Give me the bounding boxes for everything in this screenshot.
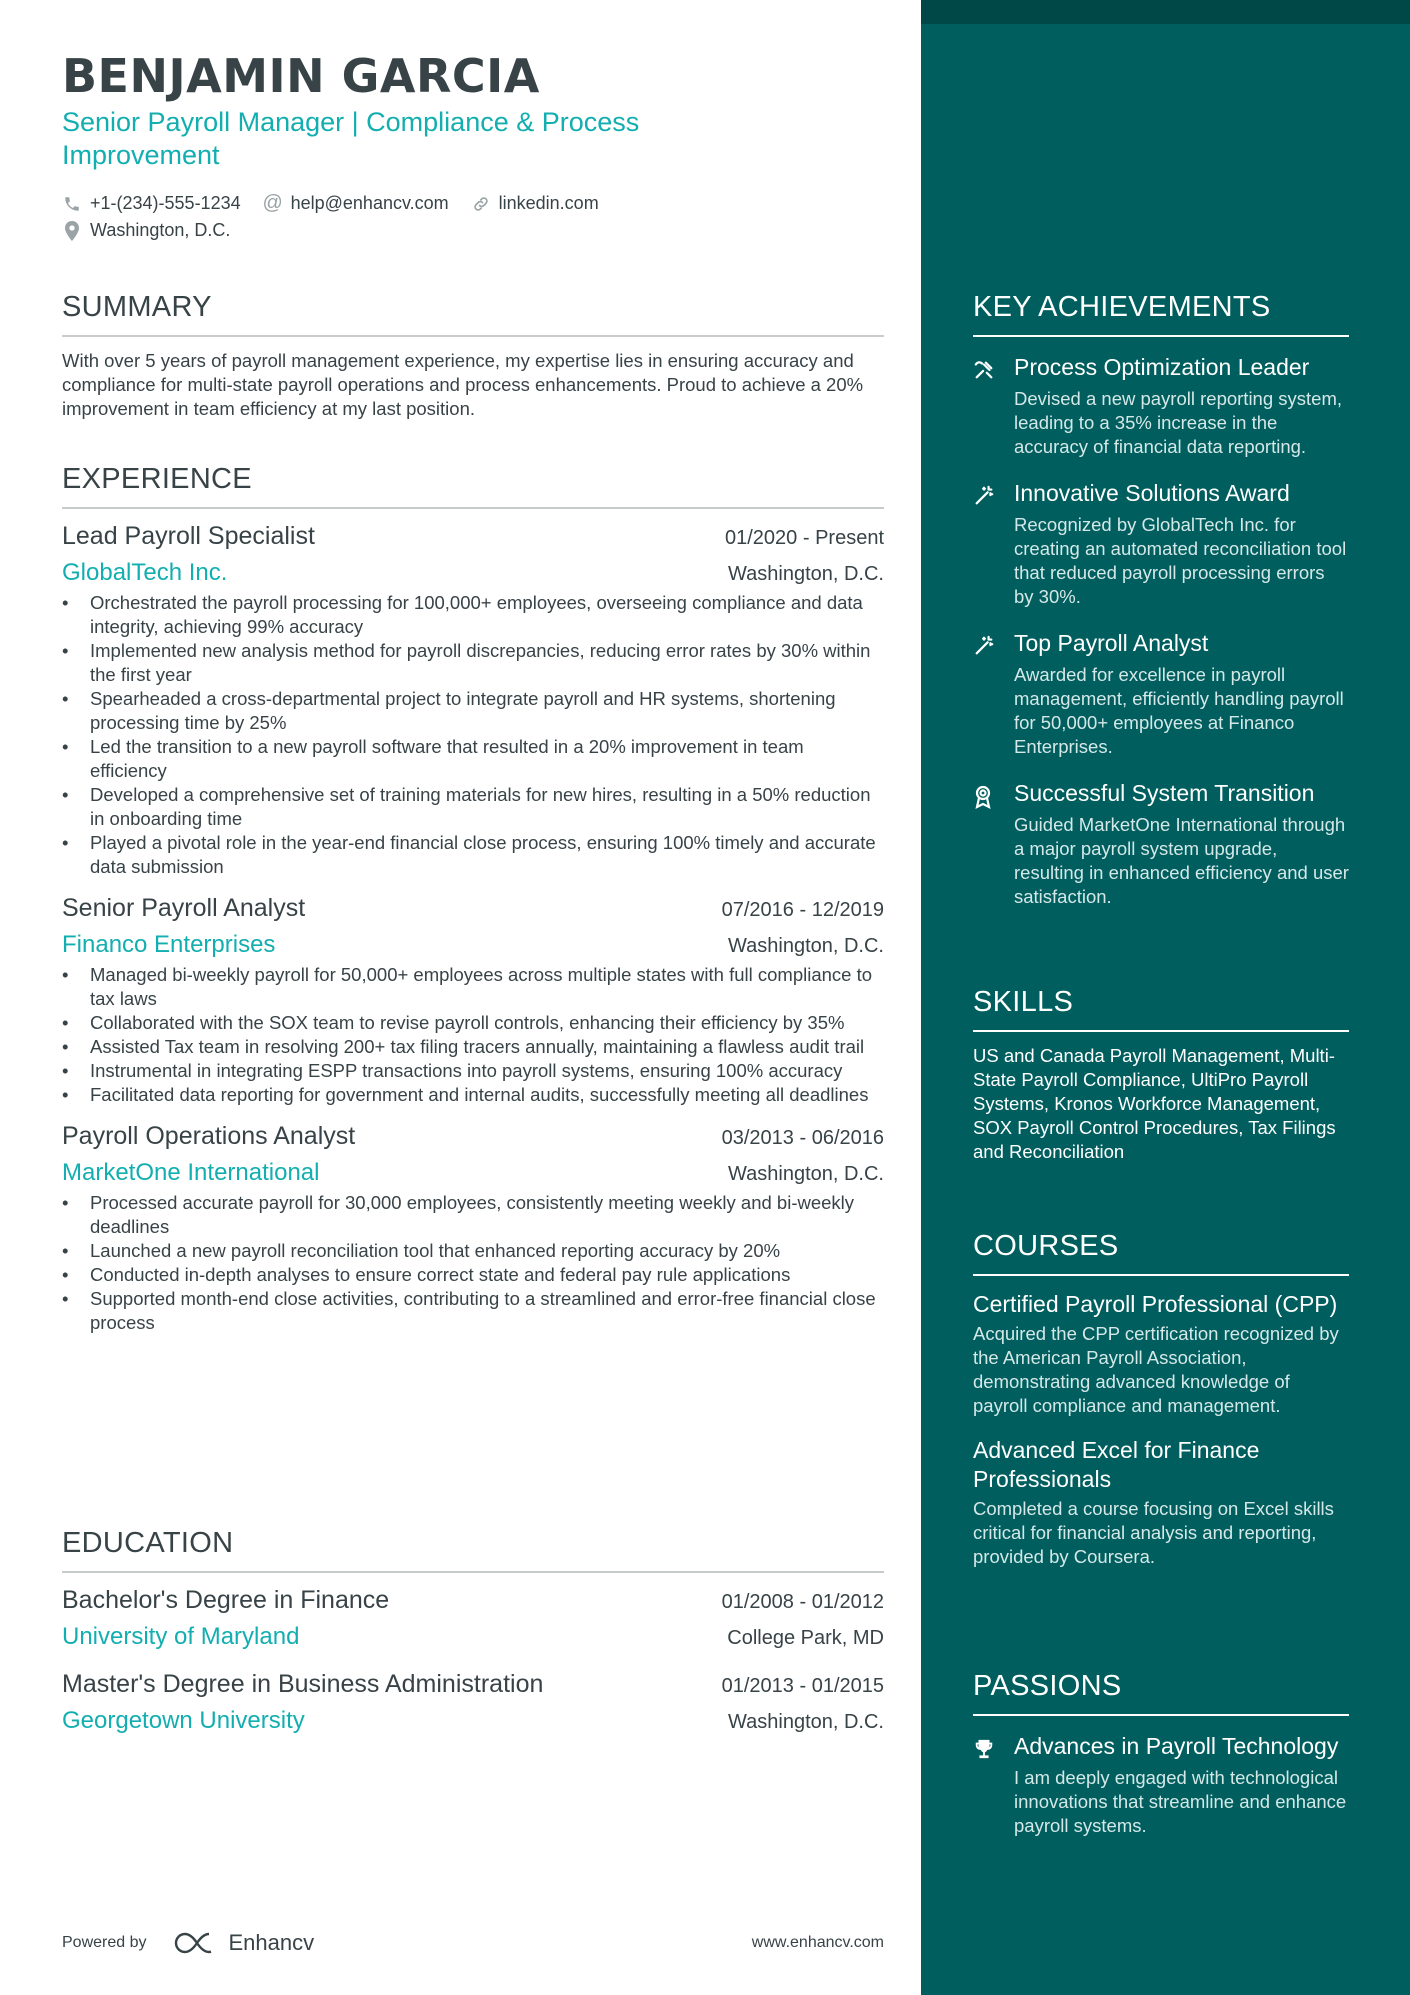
phone-contact	[62, 193, 241, 214]
education-date: 01/2013 - 01/2015	[721, 1675, 884, 1697]
achievement-title: Innovative Solutions Award	[1014, 480, 1290, 506]
resume-header	[62, 48, 884, 244]
job-title: Lead Payroll Specialist	[62, 522, 315, 550]
bullet-item: • Implemented new analysis method for payroll discrepancies, reducing error rates by 30% within the first year	[62, 639, 884, 687]
magic-wand-icon	[973, 479, 997, 513]
course-item	[973, 1290, 1349, 1418]
bullet-item: • Developed a comprehensive set of training materials for new hires, resulting in a 50% reduction in onboarding time	[62, 783, 884, 831]
achievement-desc: Devised a new payroll reporting system, leading to a 35% increase in the accuracy of financial data reporting.	[1014, 388, 1343, 457]
achievement-item	[973, 779, 1349, 909]
website-link[interactable]: www.enhancv.com	[751, 1934, 884, 1951]
bullet-item: • Collaborated with the SOX team to revise payroll controls, enhancing their efficiency by 35%	[62, 1011, 884, 1035]
job-title: Senior Payroll Analyst	[62, 894, 306, 922]
achievement-title: Top Payroll Analyst	[1014, 630, 1209, 656]
job-location: Washington, D.C.	[728, 1163, 884, 1185]
trophy-icon	[973, 1732, 997, 1766]
job-entry	[62, 519, 884, 879]
job-bullets	[62, 963, 884, 1107]
summary-text: With over 5 years of payroll management experience, my expertise lies in ensuring accuracy and compliance for multi-state payroll operations and process enhancements. Proud to achieve a 20% improvement in team efficiency at my last position.	[62, 350, 864, 419]
linkedin-contact[interactable]	[471, 193, 599, 214]
bullet-item: • Launched a new payroll reconciliation tool that enhanced reporting accuracy by 20%	[62, 1239, 884, 1263]
footer	[62, 1930, 884, 1956]
infinity-logo-icon	[173, 1931, 221, 1955]
degree-title: Bachelor's Degree in Finance	[62, 1586, 390, 1614]
education-date: 01/2008 - 01/2012	[721, 1591, 884, 1613]
degree-title: Master's Degree in Business Administration	[62, 1670, 544, 1698]
job-title: Payroll Operations Analyst	[62, 1122, 356, 1150]
bullet-item: • Assisted Tax team in resolving 200+ tax filing tracers annually, maintaining a flawless audit trail	[62, 1035, 884, 1059]
passions-title: PASSIONS	[973, 1669, 1349, 1716]
email-contact[interactable]	[263, 193, 449, 214]
bullet-item: • Played a pivotal role in the year-end financial close process, ensuring 100% timely and accurate data submission	[62, 831, 884, 879]
linkedin-text: linkedin.com	[498, 193, 599, 213]
powered-by-label: Powered by	[62, 1934, 147, 1951]
course-desc: Completed a course focusing on Excel skills critical for financial analysis and reporting, provided by Coursera.	[973, 1498, 1334, 1567]
course-item	[973, 1436, 1349, 1569]
education-entry	[62, 1667, 884, 1737]
courses-title: COURSES	[973, 1229, 1349, 1276]
bullet-item: • Processed accurate payroll for 30,000 employees, consistently meeting weekly and bi-weekly deadlines	[62, 1191, 884, 1239]
bullet-item: • Facilitated data reporting for government and internal audits, successfully meeting all deadlines	[62, 1083, 884, 1107]
skills-text: US and Canada Payroll Management, Multi-State Payroll Compliance, UltiPro Payroll Systems, Kronos Workforce Management, SOX Payroll Control Procedures, Tax Filings and Reconciliation	[973, 1045, 1336, 1162]
job-entry	[62, 891, 884, 1107]
skills-title: SKILLS	[973, 985, 1349, 1032]
achievement-desc: Guided MarketOne International through a major payroll system upgrade, resulting in enhanced efficiency and user satisfaction.	[1014, 814, 1349, 907]
courses-section	[973, 1229, 1349, 1569]
powered-by	[62, 1930, 314, 1956]
achievement-item	[973, 629, 1349, 759]
job-entry	[62, 1119, 884, 1335]
enhancv-logo[interactable]	[173, 1930, 315, 1956]
bullet-item: • Instrumental in integrating ESPP transactions into payroll systems, ensuring 100% accuracy	[62, 1059, 884, 1083]
at-sign-icon: @	[262, 192, 283, 214]
job-location: Washington, D.C.	[728, 563, 884, 585]
award-ribbon-icon	[973, 779, 997, 813]
passions-section	[973, 1669, 1349, 1838]
education-title: EDUCATION	[62, 1526, 884, 1573]
key-achievements-section	[973, 290, 1349, 909]
location-contact	[62, 220, 230, 241]
education-entry	[62, 1583, 884, 1653]
course-title: Advanced Excel for Finance Professionals	[973, 1437, 1260, 1492]
job-location: Washington, D.C.	[728, 935, 884, 957]
achievement-title: Successful System Transition	[1014, 780, 1315, 806]
course-desc: Acquired the CPP certification recognized by the American Payroll Association, demonstrating advanced knowledge of payroll compliance and management.	[973, 1323, 1339, 1416]
email-text: help@enhancv.com	[290, 193, 449, 213]
achievement-desc: Awarded for excellence in payroll management, efficiently handling payroll for 50,000+ employees at Financo Enterprises.	[1014, 664, 1344, 757]
achievement-item	[973, 479, 1349, 609]
phone-text: +1-(234)-555-1234	[90, 193, 241, 213]
bullet-item: • Conducted in-depth analyses to ensure correct state and federal pay rule applications	[62, 1263, 884, 1287]
job-bullets	[62, 591, 884, 879]
bullet-item: • Supported month-end close activities, contributing to a streamlined and error-free financial close process	[62, 1287, 884, 1335]
contact-info	[62, 190, 884, 244]
sidebar-top-band	[921, 0, 1410, 24]
achievements-title: KEY ACHIEVEMENTS	[973, 290, 1349, 337]
school-location: College Park, MD	[727, 1627, 884, 1649]
job-bullets	[62, 1191, 884, 1335]
job-date: 01/2020 - Present	[725, 527, 884, 549]
school-name: Georgetown University	[62, 1707, 305, 1734]
school-name: University of Maryland	[62, 1623, 300, 1650]
job-date: 07/2016 - 12/2019	[721, 899, 884, 921]
achievement-item	[973, 353, 1349, 459]
achievement-desc: Recognized by GlobalTech Inc. for creating an automated reconciliation tool that reduced payroll processing errors by 30%.	[1014, 514, 1347, 607]
school-location: Washington, D.C.	[728, 1711, 884, 1733]
job-date: 03/2013 - 06/2016	[721, 1127, 884, 1149]
magic-wand-icon	[973, 629, 997, 663]
passion-title: Advances in Payroll Technology	[1014, 1733, 1339, 1759]
phone-icon	[62, 194, 82, 214]
bullet-item: • Orchestrated the payroll processing for 100,000+ employees, overseeing compliance and data integrity, achieving 99% accuracy	[62, 591, 884, 639]
passion-item	[973, 1732, 1349, 1838]
company-name: Financo Enterprises	[62, 931, 276, 958]
link-icon	[471, 194, 491, 214]
skills-section	[973, 985, 1349, 1164]
location-pin-icon	[62, 221, 82, 241]
experience-section	[62, 462, 884, 1335]
achievement-title: Process Optimization Leader	[1014, 354, 1310, 380]
location-text: Washington, D.C.	[90, 220, 231, 240]
bullet-item: • Led the transition to a new payroll software that resulted in a 20% improvement in team efficiency	[62, 735, 884, 783]
bullet-item: • Managed bi-weekly payroll for 50,000+ employees across multiple states with full compliance to tax laws	[62, 963, 884, 1011]
company-name: MarketOne International	[62, 1159, 320, 1186]
candidate-name: BENJAMIN GARCIA	[62, 49, 540, 103]
brand-name: Enhancv	[228, 1930, 315, 1955]
summary-section	[62, 290, 884, 421]
headline: Senior Payroll Manager | Compliance & Process Improvement	[62, 107, 640, 170]
education-section	[62, 1526, 884, 1737]
bullet-item: • Spearheaded a cross-departmental project to integrate payroll and HR systems, shortening processing time by 25%	[62, 687, 884, 735]
company-name: GlobalTech Inc.	[62, 559, 228, 586]
summary-title: SUMMARY	[62, 290, 884, 337]
passion-desc: I am deeply engaged with technological innovations that streamline and enhance payroll systems.	[1014, 1767, 1347, 1836]
experience-title: EXPERIENCE	[62, 462, 884, 509]
course-title: Certified Payroll Professional (CPP)	[973, 1291, 1338, 1317]
tools-icon	[973, 353, 997, 387]
